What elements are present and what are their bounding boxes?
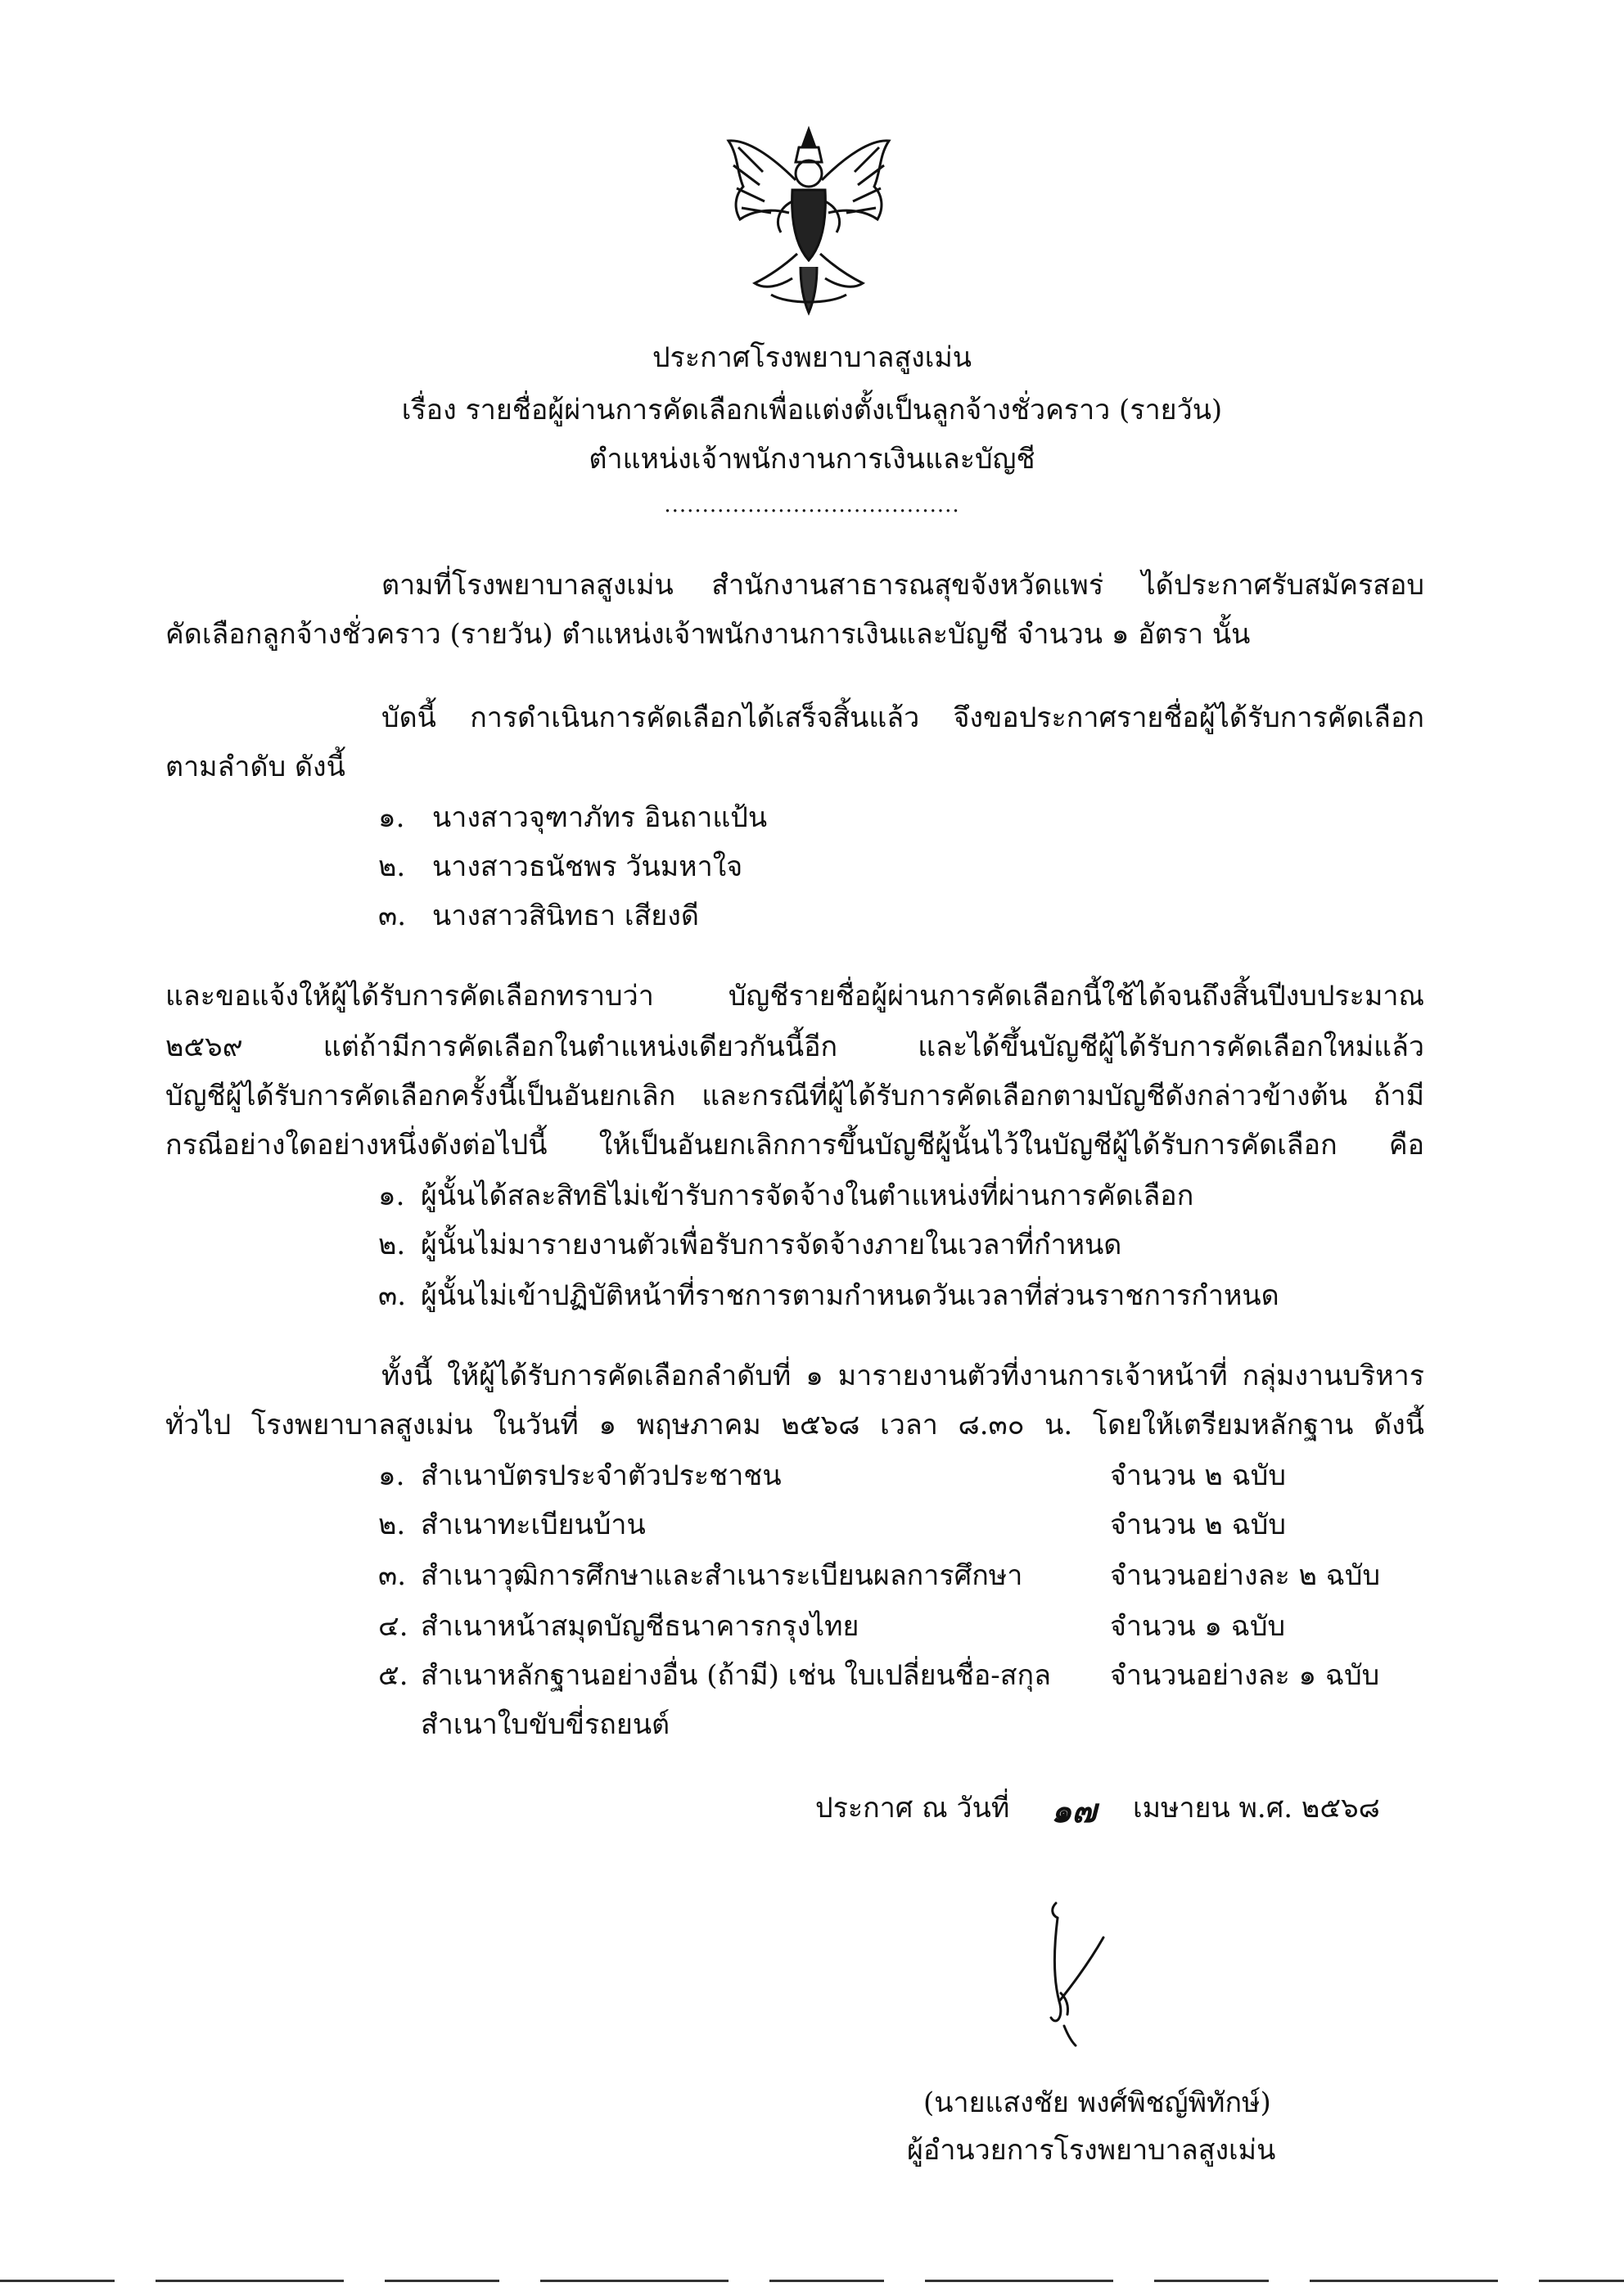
document-num: ๕. [378, 1659, 408, 1692]
condition-text: ผู้นั้นไม่มารายงานตัวเพื่อรับการจัดจ้างภายในเวลาที่กำหนด [421, 1229, 1122, 1261]
document-continuation: สำเนาใบขับขี่รถยนต์ [421, 1708, 670, 1741]
document-num: ๓. [378, 1559, 407, 1592]
document-num: ๔. [378, 1610, 408, 1643]
condition-num: ๑. [378, 1180, 405, 1212]
document-qty: จำนวน ๑ ฉบับ [1110, 1610, 1286, 1643]
document-qty: จำนวนอย่างละ ๑ ฉบับ [1110, 1659, 1380, 1692]
announcement-title: ประกาศโรงพยาบาลสูงเม่น [652, 341, 972, 374]
candidate-name: นางสาวจุฑาภัทร อินถาแป้น [432, 801, 768, 834]
document-text: สำเนาวุฒิการศึกษาและสำเนาระเบียนผลการศึกษา [421, 1559, 1023, 1592]
document-qty: จำนวนอย่างละ ๒ ฉบับ [1110, 1559, 1381, 1592]
announce-date-prefix: ประกาศ ณ วันที่ [815, 1792, 1010, 1825]
para4-line2: ทั่วไป โรงพยาบาลสูงเม่น ในวันที่ ๑ พฤษภาคม ๒๕๖๘ เวลา ๘.๓๐ น. โดยให้เตรียมหลักฐาน ดังนี้ [165, 1409, 1424, 1441]
document-text: สำเนาหลักฐานอย่างอื่น (ถ้ามี) เช่น ใบเปลี่ยนชื่อ-สกุล [421, 1659, 1051, 1692]
document-num: ๒. [378, 1509, 406, 1541]
signature [1040, 1895, 1121, 2050]
condition-text: ผู้นั้นได้สละสิทธิไม่เข้ารับการจัดจ้างในตำแหน่งที่ผ่านการคัดเลือก [421, 1180, 1194, 1212]
para1-line1: ตามที่โรงพยาบาลสูงเม่น สำนักงานสาธารณสุขจังหวัดแพร่ ได้ประกาศรับสมัครสอบ [381, 569, 1424, 602]
para1-line2: คัดเลือกลูกจ้างชั่วคราว (รายวัน) ตำแหน่งเจ้าพนักงานการเงินและบัญชี จำนวน ๑ อัตรา นั้น [165, 618, 1251, 651]
garuda-emblem [722, 123, 895, 319]
condition-num: ๓. [378, 1279, 407, 1312]
position-line: ตำแหน่งเจ้าพนักงานการเงินและบัญชี [589, 443, 1035, 476]
candidate-name: นางสาวธนัชพร วันมหาใจ [432, 850, 743, 883]
document-text: สำเนาทะเบียนบ้าน [421, 1509, 646, 1541]
candidate-name: นางสาวสินิทธา เสียงดี [432, 900, 699, 932]
announce-date-month-year: เมษายน พ.ศ. ๒๕๖๘ [1133, 1792, 1380, 1825]
signatory-title: ผู้อำนวยการโรงพยาบาลสูงเม่น [907, 2134, 1276, 2167]
para3-line1: และขอแจ้งให้ผู้ได้รับการคัดเลือกทราบว่า บัญชีรายชื่อผู้ผ่านการคัดเลือกนี้ใช้ได้จนถึงสิ้นปีงบประมาณ [165, 980, 1424, 1013]
document-text: สำเนาหน้าสมุดบัญชีธนาคารกรุงไทย [421, 1610, 859, 1643]
candidate-num: ๓. [378, 900, 407, 932]
para3-line4: กรณีอย่างใดอย่างหนึ่งดังต่อไปนี้ ให้เป็นอันยกเลิกการขึ้นบัญชีผู้นั้นไว้ในบัญชีผู้ได้รับการคัดเลือก คือ [165, 1129, 1424, 1162]
candidate-num: ๑. [378, 801, 405, 834]
para3-line3: บัญชีผู้ได้รับการคัดเลือกครั้งนี้เป็นอันยกเลิก และกรณีที่ผู้ได้รับการคัดเลือกตามบัญชีดังกล่าวข้างต้น ถ้ามี [165, 1080, 1424, 1112]
candidate-num: ๒. [378, 850, 406, 883]
para2-line1: บัดนี้ การดำเนินการคัดเลือกได้เสร็จสิ้นแล้ว จึงขอประกาศรายชื่อผู้ได้รับการคัดเลือก [381, 701, 1424, 734]
para3-line2: ๒๕๖๙ แต่ถ้ามีการคัดเลือกในตำแหน่งเดียวกันนี้อีก และได้ขึ้นบัญชีผู้ได้รับการคัดเลือกใหม่แล้ว [165, 1031, 1424, 1063]
signatory-name: (นายแสงชัย พงศ์พิชญ์พิทักษ์) [923, 2086, 1271, 2119]
condition-text: ผู้นั้นไม่เข้าปฏิบัติหน้าที่ราชการตามกำหนดวันเวลาที่ส่วนราชการกำหนด [421, 1279, 1279, 1312]
document-num: ๑. [378, 1459, 405, 1492]
header-separator: ....................................... [664, 493, 960, 517]
document-text: สำเนาบัตรประจำตัวประชาชน [421, 1459, 782, 1492]
announce-date-day: ๑๗ [1051, 1793, 1097, 1830]
condition-num: ๒. [378, 1229, 406, 1261]
scan-bottom-edge [0, 2280, 1624, 2282]
document-qty: จำนวน ๒ ฉบับ [1110, 1459, 1286, 1492]
document-qty: จำนวน ๒ ฉบับ [1110, 1509, 1286, 1541]
para4-line1: ทั้งนี้ ให้ผู้ได้รับการคัดเลือกลำดับที่ ๑ มารายงานตัวที่งานการเจ้าหน้าที่ กลุ่มงานบริหาร [381, 1360, 1424, 1392]
para2-line2: ตามลำดับ ดังนี้ [165, 751, 345, 783]
subject-line: เรื่อง รายชื่อผู้ผ่านการคัดเลือกเพื่อแต่งตั้งเป็นลูกจ้างชั่วคราว (รายวัน) [401, 394, 1223, 426]
